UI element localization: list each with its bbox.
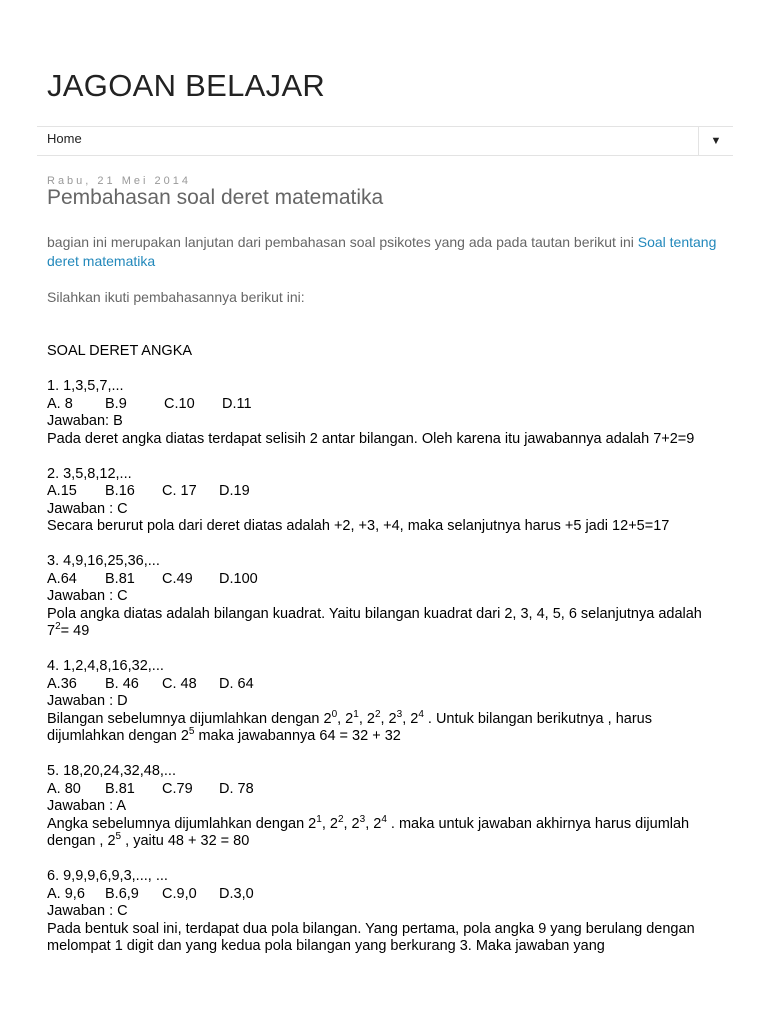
answer-4: Jawaban : D [47, 693, 128, 709]
intro-text: bagian ini merupakan lanjutan dari pembahasan soal psikotes yang ada pada tautan berikut ini [47, 234, 638, 250]
explanation-2: Secara berurut pola dari deret diatas adalah +2, +3, +4, maka selanjutnya harus +5 jadi 12+5=17 [47, 518, 670, 534]
answer-6: Jawaban : C [47, 903, 128, 919]
option-a: A. 9,6 [47, 885, 85, 902]
intro-instruction: Silahkan ikuti pembahasannya berikut ini: [47, 289, 305, 305]
post-intro [47, 233, 727, 271]
option-a: A. 8 [47, 395, 73, 412]
explanation-4: Bilangan sebelumnya dijumlahkan dengan $2^0$, $2^1$, $2^2$, $2^3$, $2^4$ . Untuk bilangan berikutnya , harus dijumlahkan dengan $2^5$ maka jawabannya 64 = 32 + 32 [47, 708, 652, 744]
question-2: 2. 3,5,8,12,... [47, 465, 132, 482]
options-6 [47, 886, 727, 904]
nav-dropdown-button[interactable] [698, 127, 733, 155]
explanation-1: Pada deret angka diatas terdapat selisih 2 antar bilangan. Oleh karena itu jawabannya adalah 7+2=9 [47, 430, 695, 447]
answer-1: Jawaban: B [47, 413, 123, 429]
intro-link[interactable]: Soal tentang deret matematika [47, 234, 717, 269]
options-3 [47, 571, 727, 589]
post-title[interactable]: Pembahasan soal deret matematika [47, 186, 384, 209]
option-b: B.81 [105, 570, 135, 587]
question-6: 6. 9,9,9,6,9,3,..., ... [47, 868, 168, 884]
option-a: A. 80 [47, 780, 81, 797]
option-b: B.6,9 [105, 885, 139, 902]
answer-5: Jawaban : A [47, 798, 126, 814]
question-5: 5. 18,20,24,32,48,... [47, 763, 176, 779]
option-c: C. 48 [162, 675, 197, 692]
blog-title[interactable]: JAGOAN BELAJAR [47, 68, 326, 103]
explanation-3: Pola angka diatas adalah bilangan kuadrat. Yaitu bilangan kuadrat dari 2, 3, 4, 5, 6 selanjutnya adalah $7^2= 49$ [47, 605, 702, 639]
nav-home-link[interactable]: Home [47, 131, 82, 146]
option-a: A.15 [47, 483, 77, 499]
option-b: B.16 [105, 483, 135, 499]
post-body [47, 343, 727, 956]
option-c: C.9,0 [162, 885, 197, 902]
navigation-bar [37, 126, 733, 156]
explanation-5: Angka sebelumnya dijumlahkan dengan $2^1$, $2^2$, $2^3$, $2^4$ . maka untuk jawaban akhirnya harus dijumlah dengan , $2^5$ , yaitu 48 + 32 = 80 [47, 813, 690, 849]
question-3: 3. 4,9,16,25,36,... [47, 553, 160, 569]
option-b: B. 46 [105, 675, 139, 692]
option-d: D.19 [219, 483, 250, 499]
answer-2: Jawaban : C [47, 500, 128, 517]
options-2 [47, 483, 727, 501]
post-date: Rabu, 21 Mei 2014 [47, 175, 191, 187]
option-d: D. 78 [219, 780, 254, 797]
option-c: C.10 [164, 395, 195, 412]
options-4 [47, 676, 727, 694]
option-d: D. 64 [219, 675, 254, 692]
question-4: 4. 1,2,4,8,16,32,... [47, 658, 164, 674]
option-b: B.81 [105, 780, 135, 797]
answer-3: Jawaban : C [47, 588, 128, 604]
option-c: C.79 [162, 780, 193, 797]
option-b: B.9 [105, 395, 127, 412]
option-c: C. 17 [162, 483, 197, 499]
option-a: A.36 [47, 675, 77, 692]
option-d: D.100 [219, 570, 258, 587]
section-heading: SOAL DERET ANGKA [47, 343, 193, 359]
option-d: D.3,0 [219, 885, 254, 902]
option-d: D.11 [222, 395, 252, 412]
option-a: A.64 [47, 570, 77, 587]
options-1 [47, 396, 727, 414]
option-c: C.49 [162, 570, 193, 587]
explanation-6: Pada bentuk soal ini, terdapat dua pola bilangan. Yang pertama, pola angka 9 yang berulang dengan melompat 1 digit dan yang kedua pola bilangan yang berkurang 3. Maka jawaban yang [47, 920, 695, 954]
chevron-down-icon: ▼ [710, 135, 722, 147]
question-1: 1. 1,3,5,7,... [47, 378, 124, 394]
options-5 [47, 781, 727, 799]
